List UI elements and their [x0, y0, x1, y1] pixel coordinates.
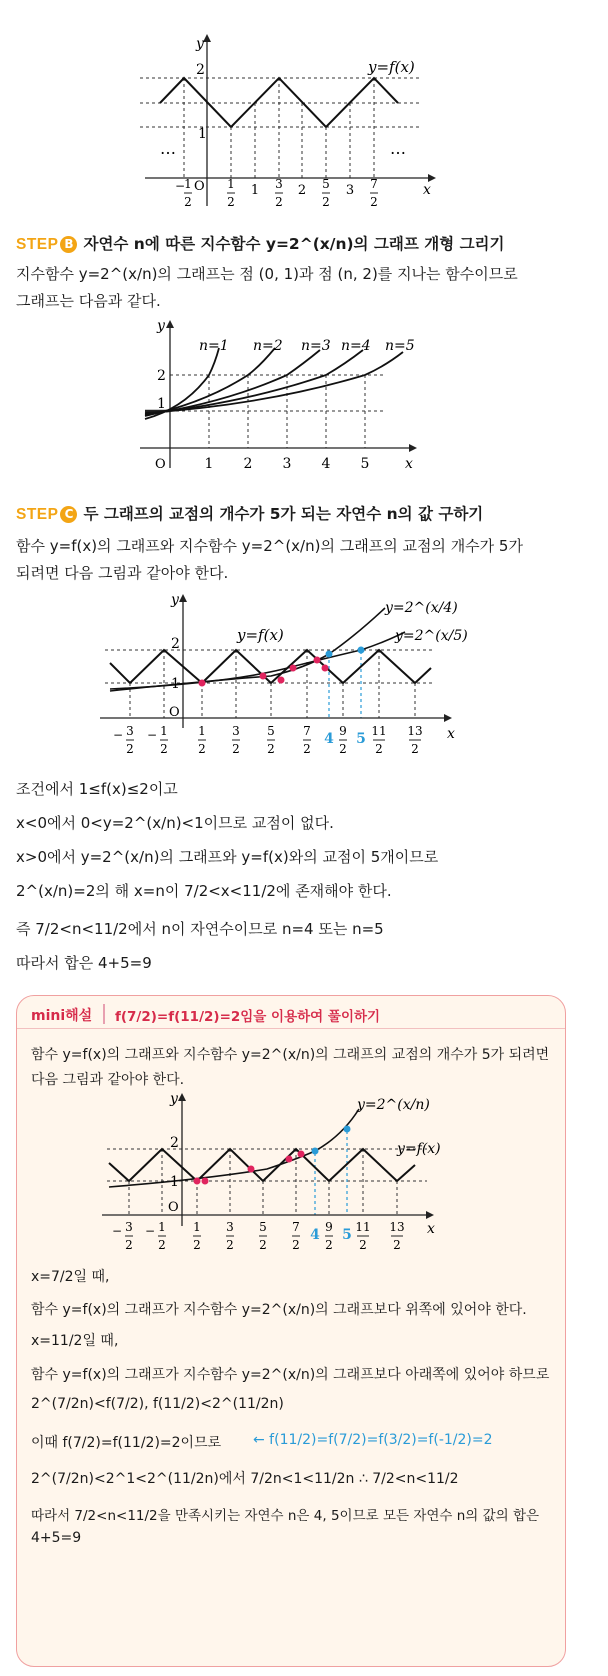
- y-tick-2: 2: [157, 368, 166, 384]
- x-tick-label: 2: [292, 1238, 300, 1252]
- x-tick-label: 7: [292, 1220, 300, 1234]
- origin-label: O: [169, 705, 180, 720]
- x-tick-label: 5: [267, 724, 275, 738]
- x-tick-label: 2: [126, 742, 134, 756]
- step-c-text-1: 함수 y=f(x)의 그래프와 지수함수 y=2^(x/n)의 그래프의 교점의 개수가 5가: [16, 537, 523, 555]
- y-tick-1: 1: [170, 1174, 179, 1190]
- x-tick-label: 11: [355, 1220, 371, 1234]
- graph-intersections: [95, 588, 475, 768]
- y-tick-1: 1: [157, 396, 166, 412]
- step-tag: STEP: [16, 236, 59, 253]
- x-tick-label: 2: [370, 195, 378, 209]
- curve-label-n3: n=3: [301, 338, 331, 354]
- x-tick-label: −: [174, 179, 186, 193]
- curve-label-n2: n=2: [253, 338, 283, 354]
- label-exp: y=2^(x/n): [357, 1097, 430, 1113]
- x-tick-label: 3: [126, 724, 134, 738]
- origin-label: O: [155, 457, 166, 472]
- x-tick-label: 2: [411, 742, 419, 756]
- mini-line-8: 이때 f(7/2)=f(11/2)=2이므로: [31, 1435, 222, 1451]
- y-axis-label: y: [171, 592, 179, 608]
- step-letter-badge: B: [60, 236, 77, 253]
- mini-line-5: x=11/2일 때,: [31, 1333, 119, 1349]
- mini-line-2: 다음 그림과 같아야 한다.: [31, 1072, 185, 1088]
- y-axis-label: y: [157, 318, 165, 334]
- x-axis-label: x: [427, 1221, 435, 1237]
- body-line-3: x>0에서 y=2^(x/n)의 그래프와 y=f(x)와의 교점이 5개이므로: [16, 848, 439, 866]
- x-tick-label: 9: [325, 1220, 333, 1234]
- x-tick-label: 2: [339, 742, 347, 756]
- x-tick-label: 3: [345, 183, 355, 198]
- x-tick-label: 1: [160, 724, 168, 738]
- x-tick-label: 5: [259, 1220, 267, 1234]
- x-tick-label: 9: [339, 724, 347, 738]
- mini-title: mini해설: [31, 1008, 93, 1024]
- mini-note: ← f(11/2)=f(7/2)=f(3/2)=f(-1/2)=2: [253, 1432, 493, 1448]
- step-c-text-2: 되려면 다음 그림과 같아야 한다.: [16, 564, 229, 582]
- graph-fx-periodic: [140, 28, 440, 216]
- mini-line-11: 4+5=9: [31, 1530, 82, 1546]
- x-tick-label: −: [111, 1224, 123, 1238]
- mini-line-9: 2^(7/2n)<2^1<2^(11/2n)에서 7/2n<1<11/2n ∴ 7/2<n<11/2: [31, 1471, 459, 1487]
- x-tick-5: 5: [360, 456, 370, 472]
- y-tick-2: 2: [170, 1135, 179, 1151]
- mini-line-6: 함수 y=f(x)의 그래프가 지수함수 y=2^(x/n)의 그래프보다 아래쪽에 있어야 하므로: [31, 1367, 550, 1383]
- body-line-2: x<0에서 0<y=2^(x/n)<1이므로 교점이 없다.: [16, 814, 334, 832]
- x-tick-label: 2: [125, 1238, 133, 1252]
- mini-explanation-box: [16, 995, 566, 1667]
- mini-graph: [97, 1091, 457, 1261]
- x-tick-label: 1: [198, 724, 206, 738]
- body-line-5: 즉 7/2<n<11/2에서 n이 자연수이므로 n=4 또는 n=5: [16, 920, 384, 938]
- body-line-4: 2^(x/n)=2의 해 x=n이 7/2<x<11/2에 존재해야 한다.: [16, 882, 392, 900]
- body-line-6: 따라서 합은 4+5=9: [16, 954, 152, 972]
- mini-line-4: 함수 y=f(x)의 그래프가 지수함수 y=2^(x/n)의 그래프보다 위쪽에 있어야 한다.: [31, 1302, 527, 1318]
- mini-line-3: x=7/2일 때,: [31, 1269, 110, 1285]
- x-tick-label: 4: [324, 731, 334, 747]
- step-b-heading: [16, 232, 505, 254]
- label-exp-n5: y=2^(x/5): [395, 628, 468, 644]
- step-b-text-1: 지수함수 y=2^(x/n)의 그래프는 점 (0, 1)과 점 (n, 2)를 지나는 함수이므로: [16, 265, 518, 283]
- x-tick-label: 3: [275, 177, 283, 191]
- x-tick-label: 2: [297, 183, 307, 198]
- x-tick-2: 2: [243, 456, 253, 472]
- origin-label: O: [194, 179, 205, 194]
- step-b-text-2: 그래프는 다음과 같다.: [16, 292, 161, 310]
- x-tick-1: 1: [204, 456, 214, 472]
- label-fx: y=f(x): [237, 626, 284, 644]
- x-tick-4: 4: [321, 456, 331, 472]
- x-tick-label: 5: [342, 1227, 352, 1243]
- x-tick-label: 7: [370, 177, 378, 191]
- x-tick-label: −: [146, 728, 158, 742]
- x-tick-label: 1: [250, 183, 260, 198]
- x-tick-label: 7: [303, 724, 311, 738]
- x-tick-label: 2: [322, 195, 330, 209]
- y-tick-2: 2: [196, 62, 205, 78]
- x-tick-label: 13: [389, 1220, 405, 1234]
- x-tick-label: 1: [158, 1220, 166, 1234]
- x-tick-label: −: [112, 728, 124, 742]
- curve-label: y=f(x): [368, 58, 415, 76]
- x-tick-3: 3: [282, 456, 292, 472]
- x-axis-label: x: [423, 182, 431, 198]
- x-tick-label: 1: [193, 1220, 201, 1234]
- step-title: 두 그래프의 교점의 개수가 5가 되는 자연수 n의 값 구하기: [83, 505, 484, 523]
- x-tick-label: 3: [226, 1220, 234, 1234]
- x-axis-label: x: [405, 456, 413, 472]
- x-tick-label: 3: [125, 1220, 133, 1234]
- x-tick-label: 3: [232, 724, 240, 738]
- x-tick-label: 2: [267, 742, 275, 756]
- ellipsis-left: …: [160, 139, 176, 158]
- x-tick-label: −: [144, 1224, 156, 1238]
- x-tick-label: 2: [232, 742, 240, 756]
- x-axis-label: x: [447, 726, 455, 742]
- x-tick-label: 2: [198, 742, 206, 756]
- y-tick-1: 1: [198, 126, 207, 142]
- x-tick-label: 2: [158, 1238, 166, 1252]
- step-letter-badge: C: [60, 506, 77, 523]
- label-exp-n4: y=2^(x/4): [385, 600, 458, 616]
- step-title: 자연수 n에 따른 지수함수 y=2^(x/n)의 그래프 개형 그리기: [83, 235, 505, 253]
- x-tick-label: 2: [184, 195, 192, 209]
- x-tick-label: 2: [193, 1238, 201, 1252]
- mini-subtitle: f(7/2)=f(11/2)=2임을 이용하여 풀이하기: [115, 1009, 381, 1025]
- step-tag: STEP: [16, 506, 59, 523]
- mini-line-7: 2^(7/2n)<f(7/2), f(11/2)<2^(11/2n): [31, 1396, 284, 1412]
- mini-divider: [103, 1004, 105, 1024]
- x-tick-label: 13: [407, 724, 423, 738]
- curve-label-n4: n=4: [341, 338, 371, 354]
- x-tick-label: 1: [227, 177, 235, 191]
- x-tick-label: 2: [375, 742, 383, 756]
- y-axis-label: y: [170, 1091, 178, 1107]
- y-tick-2: 2: [171, 636, 180, 652]
- x-tick-label: 1: [184, 177, 192, 191]
- origin-label: O: [168, 1200, 179, 1215]
- graph-exponential-family: [135, 318, 425, 478]
- x-tick-label: 5: [356, 731, 366, 747]
- curve-label-n5: n=5: [385, 338, 415, 354]
- curve-label-n1: n=1: [199, 338, 229, 354]
- x-tick-label: 5: [322, 177, 330, 191]
- step-c-heading: [16, 502, 483, 524]
- x-tick-label: 2: [226, 1238, 234, 1252]
- x-tick-label: 2: [325, 1238, 333, 1252]
- x-tick-label: 2: [275, 195, 283, 209]
- x-tick-label: 11: [371, 724, 387, 738]
- x-tick-label: 2: [227, 195, 235, 209]
- x-tick-label: 2: [393, 1238, 401, 1252]
- mini-line-10: 따라서 7/2<n<11/2을 만족시키는 자연수 n은 4, 5이므로 모든 자연수 n의 값의 합은: [31, 1508, 540, 1524]
- x-tick-label: 2: [303, 742, 311, 756]
- x-tick-label: 2: [259, 1238, 267, 1252]
- mini-line-1: 함수 y=f(x)의 그래프와 지수함수 y=2^(x/n)의 그래프의 교점의 개수가 5가 되려면: [31, 1047, 550, 1063]
- x-tick-label: 2: [160, 742, 168, 756]
- y-tick-1: 1: [171, 676, 180, 692]
- mini-rule: [17, 1028, 565, 1029]
- label-fx: y=f(x): [397, 1141, 441, 1157]
- body-line-1: 조건에서 1≤f(x)≤2이고: [16, 780, 178, 798]
- x-tick-label: 2: [359, 1238, 367, 1252]
- y-axis-label: y: [196, 36, 204, 52]
- ellipsis-right: …: [390, 139, 406, 158]
- x-tick-label: 4: [310, 1227, 320, 1243]
